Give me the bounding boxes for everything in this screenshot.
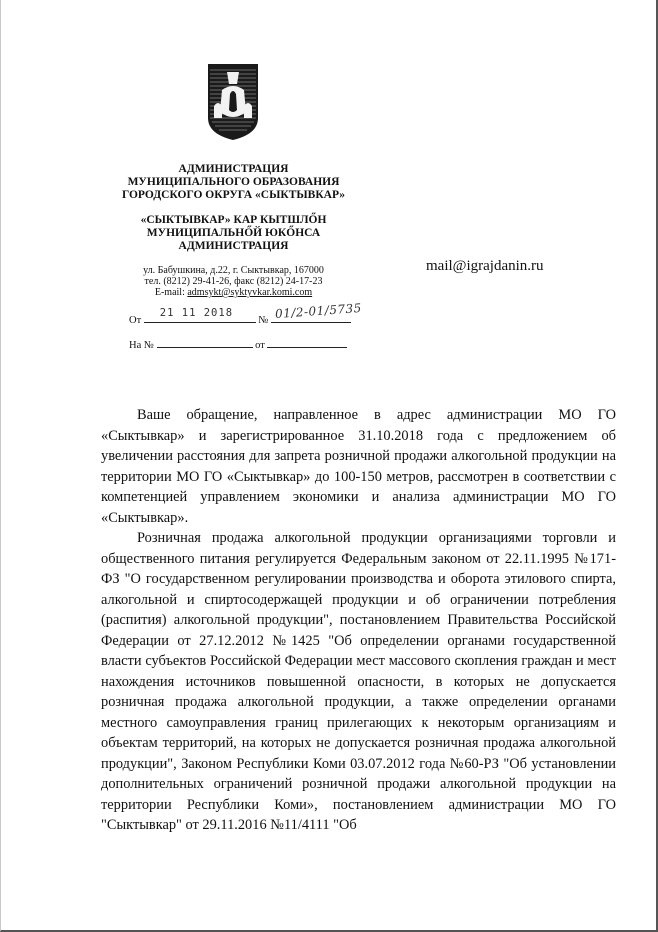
reply-reference-line (129, 336, 347, 351)
reply-from-label: от (255, 340, 265, 351)
recipient-email: mail@igrajdanin.ru (426, 258, 544, 274)
postal-address: ул. Бабушкина, д.22, г. Сыктывкар, 167000 (143, 265, 324, 276)
org-ru-line: ГОРОДСКОГО ОКРУГА «СЫКТЫВКАР» (121, 189, 346, 201)
phone-fax: тел. (8212) 29-41-26, факс (8212) 24-17-23 (144, 276, 323, 287)
letter-body (101, 405, 616, 836)
date-field (144, 307, 256, 323)
number-label: № (258, 315, 269, 326)
email-link[interactable]: admsykt@syktyvkar.komi.com (187, 287, 313, 298)
org-ru-line: АДМИНИСТРАЦИЯ (178, 163, 289, 175)
number-field (271, 300, 363, 323)
registration-line (129, 300, 363, 326)
org-ru-line: МУНИЦИПАЛЬНОГО ОБРАЗОВАНИЯ (127, 176, 340, 188)
from-label: От (129, 315, 142, 326)
org-komi-line: «СЫКТЫВКАР» КАР КЫТШЛŐН (140, 214, 327, 226)
body-paragraph: Ваше обращение, направленное в адрес администрации МО ГО «Сыктывкар» и зарегистрированное 31.10.2018 года с предложением об увеличении расстояния для запрета розничной продажи алкогольной продукции на территории МО ГО «Сыктывкар» до 100-150 метров, рассмотрен в соответствии с компетенцией управлением экономики и анализа администрации МО ГО «Сыктывкар». (101, 407, 616, 526)
reply-date-field (267, 336, 347, 348)
date-stamp: 21 11 2018 (159, 307, 234, 319)
reply-number-label: На № (129, 340, 154, 351)
organization-name-russian (106, 163, 361, 202)
handwritten-number: 01/2-01/5735 (274, 300, 363, 322)
coat-of-arms-emblem (200, 60, 266, 142)
organization-name-komi (106, 214, 361, 253)
reply-number-field (157, 336, 253, 348)
org-komi-line: АДМИНИСТРАЦИЯ (178, 240, 289, 252)
contact-block (106, 265, 361, 298)
email-label: E-mail: (154, 287, 185, 298)
email-line (106, 287, 361, 298)
body-paragraph: Розничная продажа алкогольной продукции организациями торговли и общественного питания регулируется Федеральным законом от 22.11.1995 №171-ФЗ "О государственном регулировании производства и оборота этилового спирта, алкогольной и спиртосодержащей продукции и об ограничении потребления (распития) алкогольной продукции", постановлением Правительства Российской Федерации от 27.12.2012 №1425 "Об определении органами государственной власти субъектов Российской Федерации мест массового скопления граждан и мест нахождения источников повышенной опасности, в которых не допускается розничная продажа алкогольной продукции, а также определении органами местного самоуправления границ прилегающих к некоторым организациям и объектам территорий, на которых не допускается розничная продажа алкогольной продукции", Законом Республики Коми 03.07.2012 года №60-РЗ "Об установлении дополнительных ограничений розничной продажи алкогольной продукции на территории Республики Коми», постановлением администрации МО ГО "Сыктывкар" от 29.11.2016 №11/4111 "Об (101, 530, 616, 833)
org-komi-line: МУНИЦИПАЛЬНŐЙ ЮКŐНСА (146, 227, 321, 239)
